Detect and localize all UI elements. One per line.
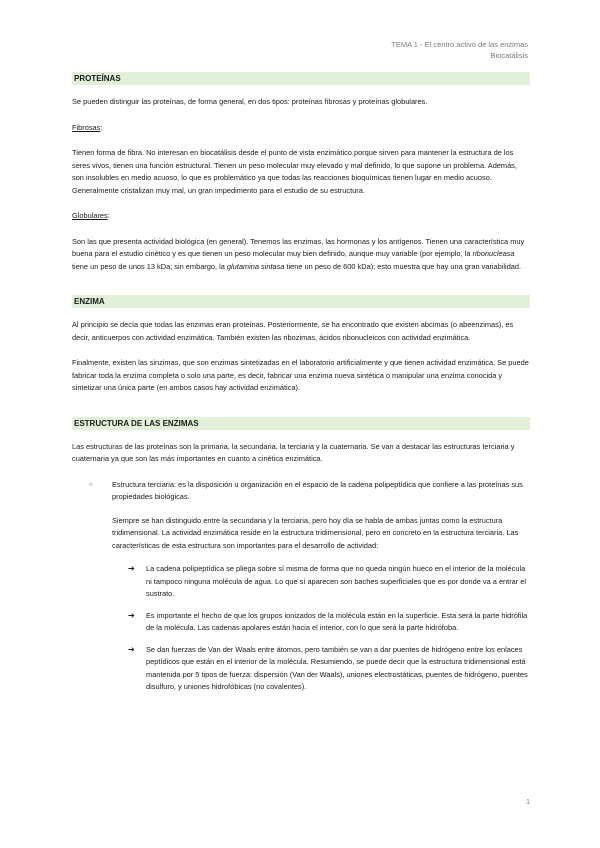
section-heading-estructura: ESTRUCTURA DE LAS ENZIMAS	[72, 417, 530, 430]
terciaria-definition: Estructura terciaria: es la disposición u organización en el espacio de la cadena polipeptídica que confiere a las proteínas sus propiedades biológicas.	[112, 479, 523, 501]
characteristic-text: Es importante el hecho de que los grupos ionizados de la molécula están en la superficie. Esta será la parte hidrófila de la molécula. Las cadenas apolares están hacia el interior, con lo que será la parte hidrófoba.	[146, 610, 528, 632]
globulares-text-a: Son las que presenta actividad biológica (en general). Tenemos las enzimas, las hormonas y los antígenos. Tienen una característica muy buena para el estudio cinético y es que tienen un peso molecular muy bien definido, aunque muy variable (por ejemplo, la	[72, 236, 525, 258]
fibrosas-colon: :	[100, 122, 103, 132]
list-item	[72, 479, 530, 504]
document-body	[72, 72, 530, 703]
page-header	[391, 39, 528, 61]
fibrosas-subheading	[72, 122, 530, 135]
section-heading-proteinas: PROTEÍNAS	[72, 72, 530, 85]
glutamina-sintasa-term: glutamina sintasa	[226, 261, 285, 271]
header-topic: TEMA 1 - El centro activo de las enzimas	[391, 40, 528, 49]
characteristic-text: La cadena polipeptídica se pliega sobre sí misma de forma que no queda ningún hueco en el interior de la molécula ni tampoco ninguna molécula de agua. Lo que sí aparecen son baches superficiales que es por donde va a entrar el sustrato.	[146, 564, 527, 598]
arrow-bullet-icon: ➔	[128, 644, 135, 654]
ribonucleasa-term: ribonucleasa	[472, 249, 515, 258]
arrow-bullet-icon: ➔	[128, 564, 135, 573]
globulares-paragraph	[72, 236, 530, 274]
globulares-colon: :	[107, 211, 110, 220]
estructura-list	[72, 479, 530, 504]
fibrosas-label: Fibrosas	[72, 122, 101, 132]
terciaria-paragraph: Siempre se han distinguido entre la secundaria y la terciaria, pero hoy día se habla de ambas juntas como la estructura tridimensional. La actividad enzimática reside en la estructura tridimensional, pero en concreto en la estructura terciaria. Las características de esta estructura son importantes para el desarrollo de actividad:	[112, 515, 519, 550]
globulares-label: Globulares	[72, 211, 108, 220]
characteristic-text: Se dan fuerzas de Van der Waals entre átomos, pero también se van a dar puentes de hidrógeno entre los enlaces peptídicos que están en el interior de la molécula. Resumiendo, se puede decir que la estructura tridimensional está mantenida por 5 tipos de fuerza: dispersión (Van der Waals), uniones electrostáticas, puentes de hidrógeno, puentes disulfuro, y uniones hidrofóbicas (no covalentes).	[146, 644, 528, 691]
globulares-text-c: tiene un peso de 600 kDa); esto muestra que hay una gran variabilidad.	[284, 261, 522, 271]
enzima-paragraph-2: Finalmente, existen las sinzimas, que son enzimas sintetizadas en el laboratorio artificialmente y que tienen actividad enzimática. Se puede fabricar toda la enzima completa o solo una parte, es decir, fabricar una enzima nueva sintética o manipular una enzima conocida y sintetizar una única parte (en ambos casos hay actividad enzimática).	[72, 358, 529, 392]
enzima-paragraph-1: Al principio se decía que todas las enzimas eran proteínas. Posteriormente, se ha encontrado que existen abcimas (o abeenzimas), es decir, anticuerpos con actividad enzimática. También existen las ribozimas, ácidos ribonucleicos con actividad enzimática.	[72, 320, 514, 342]
list-item	[128, 563, 530, 601]
globulares-text-b: tiene un peso de unos 13 kDa; sin embargo, la	[72, 261, 227, 271]
estructura-intro: Las estructuras de las proteínas son la primaria, la secundaria, la terciaria y la cuaternaria. Se van a destacar las estructuras terciaria y cuaternaria ya que son las más importantes en cuanto a cinética enzimática.	[72, 441, 515, 463]
page-number: 1	[526, 799, 530, 806]
section-heading-enzima: ENZIMA	[72, 295, 530, 308]
terciaria-characteristics-list	[72, 563, 530, 694]
header-subject: Biocatálisis	[490, 51, 528, 60]
circle-bullet-icon: ○	[89, 481, 93, 488]
fibrosas-paragraph: Tienen forma de fibra. No interesan en biocatálisis desde el punto de vista enzimático porque sirven para mantener la estructura de los seres vivos, tienen una función estructural. Tienen un peso molecular muy elevado y mal definido, lo que supone un problema. Además, son insolubles en medio acuoso, lo que es problemático ya que todas las reacciones bioquímicas tienen lugar en medio acuoso. Generalmente cristalizan muy mal, un gran impedimento para el estudio de su estructura.	[72, 148, 517, 195]
arrow-bullet-icon: ➔	[128, 610, 135, 620]
list-item	[128, 644, 530, 694]
globulares-subheading	[72, 210, 530, 223]
list-item	[128, 610, 530, 635]
proteinas-intro: Se pueden distinguir las proteínas, de forma general, en dos tipos: proteínas fibrosas y proteínas globulares.	[72, 97, 428, 106]
